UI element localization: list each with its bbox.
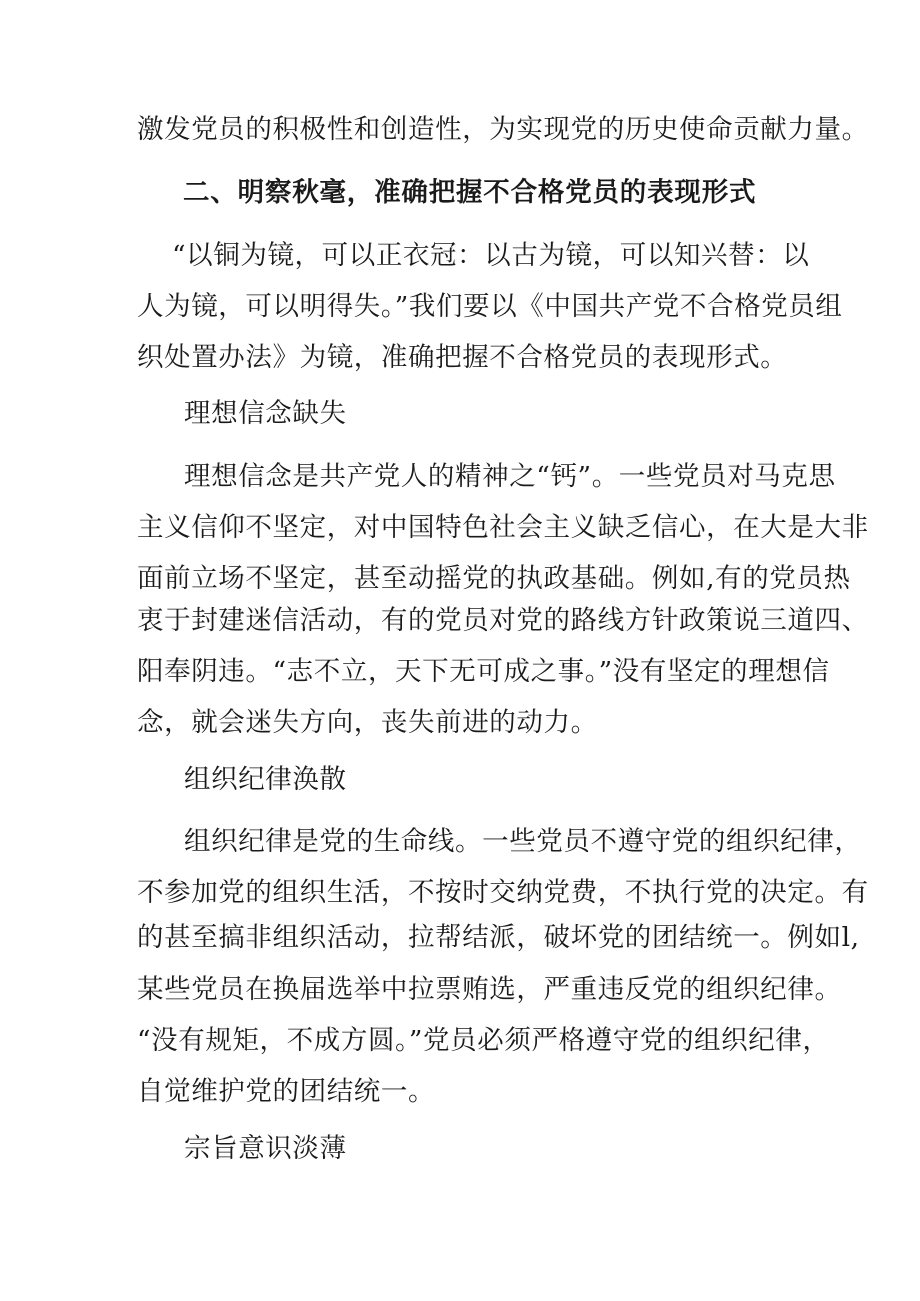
paragraph-line: 激发党员的积极性和创造性，为实现党的历史使命贡献力量。 <box>137 114 869 145</box>
paragraph-line: 某些党员在换届选举中拉票贿选，严重违反党的组织纪律。 <box>137 974 842 1005</box>
subheading: 宗旨意识淡薄 <box>184 1133 347 1164</box>
paragraph-line: 衷于封建迷信活动，有的党员对党的路线方针政策说三道四、 <box>137 605 869 636</box>
subheading: 理想信念缺失 <box>184 398 347 429</box>
paragraph-line: 面前立场不坚定，甚至动摇党的执政基础。例如,有的党员热 <box>137 563 851 594</box>
quote-line: 织处置办法》为镜，准确把握不合格党员的表现形式。 <box>137 342 788 373</box>
paragraph-line: 阳奉阴违。“志不立，天下无可成之事。”没有坚定的理想信 <box>137 656 830 687</box>
quote-line: 人为镜，可以明得失。”我们要以《中国共产党不合格党员组 <box>137 291 843 322</box>
paragraph-line: 念，就会迷失方向，丧失前进的动力。 <box>137 707 598 738</box>
paragraph-line: “没有规矩，不成方圆。”党员必须严格遵守党的组织纪律， <box>137 1025 830 1056</box>
quote-line: “以铜为镜，可以正衣冠：以古为镜，可以知兴替：以 <box>172 240 810 271</box>
paragraph-line: 理想信念是共产党人的精神之“钙”。一些党员对马克思 <box>184 461 836 492</box>
subheading: 组织纪律涣散 <box>184 764 347 795</box>
paragraph-line: 的甚至搞非组织活动，拉帮结派，破坏党的团结统一。例如l, <box>137 922 860 953</box>
section-heading: 二、明察秋毫，准确把握不合格党员的表现形式 <box>183 177 757 208</box>
paragraph-line: 组织纪律是党的生命线。一些党员不遵守党的组织纪律， <box>184 826 862 857</box>
paragraph-line: 不参加党的组织生活，不按时交纳党费，不执行党的决定。有 <box>137 877 869 908</box>
paragraph-line: 自觉维护党的团结统一。 <box>137 1076 436 1107</box>
paragraph-line: 主义信仰不坚定，对中国特色社会主义缺乏信心，在大是大非 <box>137 512 869 543</box>
